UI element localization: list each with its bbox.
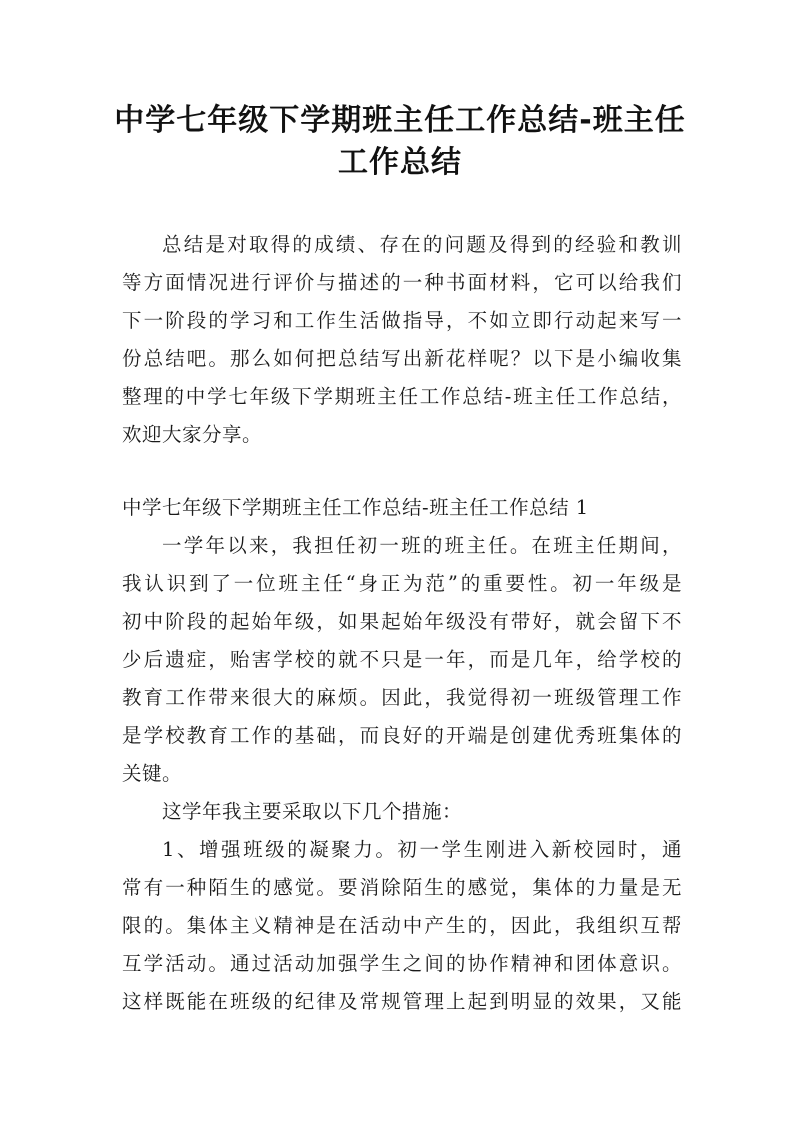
intro-line: 份总结吧。那么如何把总结写出新花样呢？以下是小编收集 (122, 347, 682, 370)
measure-line: 这样既能在班级的纪律及常规管理上起到明显的效果，又能 (122, 990, 682, 1013)
document-title-line-1: 中学七年级下学期班主任工作总结-班主任 (114, 103, 686, 138)
body-line: 是学校教育工作的基础，而良好的开端是创建优秀班集体的 (122, 724, 682, 747)
intro-line: 整理的中学七年级下学期班主任工作总结-班主任工作总结， (122, 385, 682, 408)
body-line: 我认识到了一位班主任“身正为范”的重要性。初一年级是 (122, 572, 682, 595)
intro-line: 下一阶段的学习和工作生活做指导，不如立即行动起来写一 (122, 309, 682, 332)
body-line: 初中阶段的起始年级，如果起始年级没有带好，就会留下不 (122, 610, 682, 633)
section-heading: 中学七年级下学期班主任工作总结-班主任工作总结 1 (122, 496, 589, 519)
intro-line: 等方面情况进行评价与描述的一种书面材料，它可以给我们 (122, 271, 682, 294)
measure-line: 1、增强班级的凝聚力。初一学生刚进入新校园时，通 (162, 838, 682, 861)
measures-intro: 这学年我主要采取以下几个措施： (162, 800, 463, 823)
body-line: 一学年以来，我担任初一班的班主任。在班主任期间， (162, 534, 682, 557)
body-line: 关键。 (122, 762, 183, 785)
measure-line: 限的。集体主义精神是在活动中产生的，因此，我组织互帮 (122, 914, 682, 937)
measure-line: 互学活动。通过活动加强学生之间的协作精神和团体意识。 (122, 952, 682, 975)
body-line: 教育工作带来很大的麻烦。因此，我觉得初一班级管理工作 (122, 686, 682, 709)
intro-line: 欢迎大家分享。 (122, 423, 263, 446)
body-line: 少后遗症，贻害学校的就不只是一年，而是几年，给学校的 (122, 648, 682, 671)
document-title-line-2: 工作总结 (338, 145, 462, 180)
intro-line: 总结是对取得的成绩、存在的问题及得到的经验和教训 (162, 233, 682, 256)
measure-line: 常有一种陌生的感觉。要消除陌生的感觉，集体的力量是无 (122, 876, 682, 899)
